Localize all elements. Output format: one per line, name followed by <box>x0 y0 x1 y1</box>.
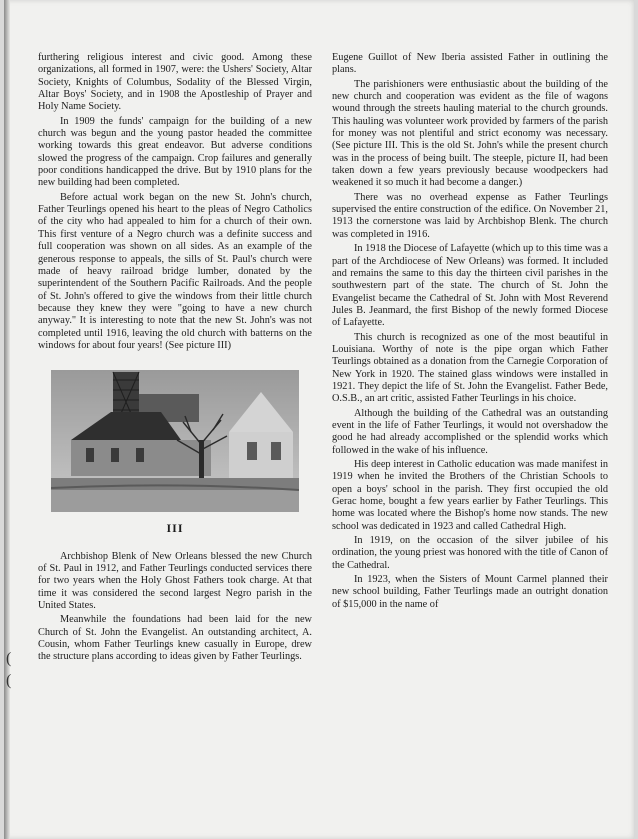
paragraph: This church is recognized as one of the most beautiful in Louisiana. Worthy of note is the pipe organ which Father Teurlings obtained as a donation from the Carnegie Corporation of New York in 1920. The stained glass windows were installed in 1921. They depict the life of St. John the Evangelist. Father Bede, O.S.B., an art critic, assisted Father Teurlings in his choice. <box>332 331 608 405</box>
right-column <box>332 52 608 613</box>
margin-mark: ( <box>6 650 12 667</box>
paragraph: In 1923, when the Sisters of Mount Carmel planned their new school building, Father Teurlings made an outright donation of $15,000 in the name of <box>332 574 608 610</box>
church-photo <box>51 370 299 512</box>
margin-mark: ( <box>6 672 12 689</box>
paragraph: In 1909 the funds' campaign for the building of a new church was begun and the young pastor headed the committee working towards this great endeavor. But adverse conditions slowed the progress of the campaign. Crop failures and generally poor conditions handicapped the drive. But by 1910 plans for the new building had been completed. <box>38 115 312 189</box>
paragraph: Archbishop Blenk of New Orleans blessed the new Church of St. Paul in 1912, and Father Teurlings conducted services there for two years when the Holy Ghost Fathers took charge. At that time it was considered the second largest Negro parish in the United States. <box>38 550 312 611</box>
photo-caption: III <box>166 521 184 536</box>
paragraph: In 1918 the Diocese of Lafayette (which up to this time was a part of the Archdiocese of New Orleans) was formed. It included and remains the same to this day the thirteen civil parishes in the southwestern part of the state. The church of St. John the Evangelist became the Cathedral of St. John with Most Reverend Jules B. Jeanmard, the first Bishop of the newly formed Diocese of Lafayette. <box>332 243 608 329</box>
left-column <box>38 52 312 666</box>
paragraph: Meanwhile the foundations had been laid for the new Church of St. John the Evangelist. An outstanding architect, A. Cousin, whom Father Teurlings knew casually in Europe, drew the structure plans according to ideas given by Father Teurlings. <box>38 614 312 663</box>
paragraph: furthering religious interest and civic good. Among these organizations, all formed in 1907, were: the Ushers' Society, Altar Society, Knights of Columbus, Sodality of the Blessed Virgin, Altar Boys' Society, and in 1908 the Apostleship of Prayer and Holy Name Society. <box>38 52 312 113</box>
paragraph: Eugene Guillot of New Iberia assisted Father in outlining the plans. <box>332 52 608 76</box>
paragraph: Although the building of the Cathedral was an outstanding event in the life of Father Teurlings, it would not overshadow the good he had already accomplished or the splendid works which followed in the wake of his influence. <box>332 407 608 456</box>
document-page <box>4 0 634 839</box>
page-binding-edge <box>4 0 10 839</box>
paragraph: In 1919, on the occasion of the silver jubilee of his ordination, the young priest was honored with the title of Canon of the Cathedral. <box>332 535 608 571</box>
paragraph: His deep interest in Catholic education was made manifest in 1919 when he invited the Brothers of the Christian Schools to open a boys' school in the parish. They first occupied the old Gerac home, bought a few years earlier by Father Teurlings. This home was located where the Bishop's home now stands. The new school was dedicated in 1923 and called Cathedral High. <box>332 459 608 532</box>
church-photo-image <box>51 370 299 512</box>
paragraph: Before actual work began on the new St. John's church, Father Teurlings opened his heart to the pleas of Negro Catholics of the city who had appealed to him for a church of their own. This first venture of a Negro church was a definite success and full cooperation was shown on all sides. As an example of the generous response to appeals, the sills of St. Paul's church were made of heavy railroad bridge lumber, donated by the superintendent of the Southern Pacific Railroads. And the people of St. John's offered to give the windows from their little church because they knew they were "going to have a new church anyway." It is interesting to note that the new St. John's was not completed until 1916, leaving the old church with batterns on the windows for about four years! (See picture III) <box>38 191 312 351</box>
paragraph: There was no overhead expense as Father Teurlings supervised the entire construction of the edifice. On November 21, 1913 the cornerstone was laid by Archbishop Blenk. The church was completed in 1916. <box>332 191 608 240</box>
paragraph: The parishioners were enthusiastic about the building of the new church and cooperation was evident as the file of wagons wound through the streets hauling material to the church grounds. This hauling was volunteer work provided by farmers of the parish for money was not plentiful and strict economy was necessary. (See picture III. This is the old St. John's while the present church was in the process of being built. The steeple, picture II, had been taken down a few years previously because woodpeckers had weakened it so much it had become a danger.) <box>332 78 608 189</box>
